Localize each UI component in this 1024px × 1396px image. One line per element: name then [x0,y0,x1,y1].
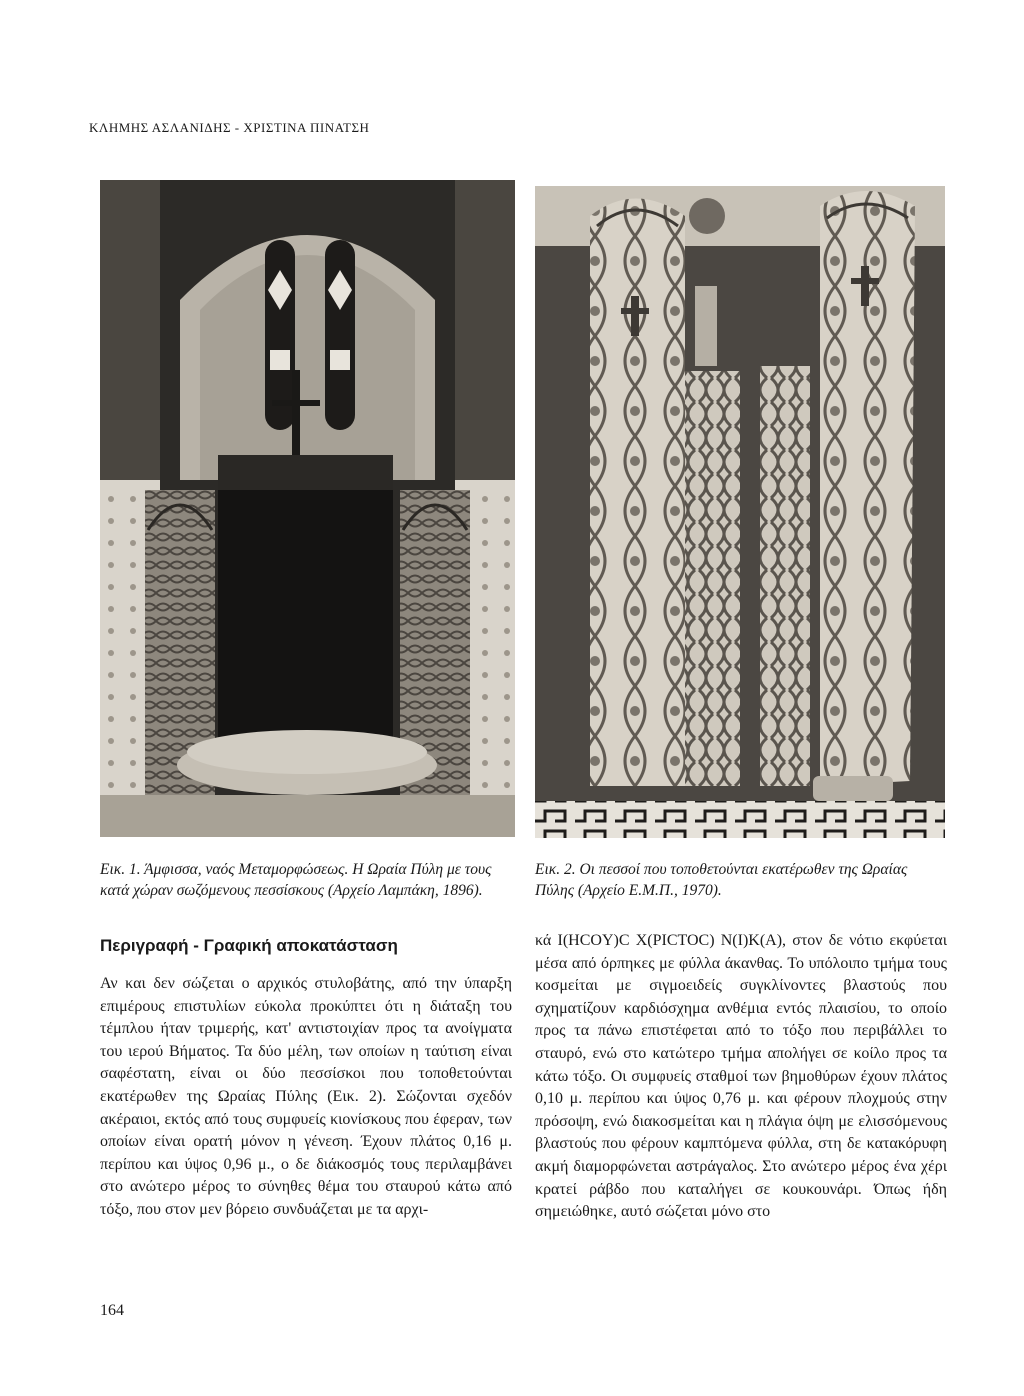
figure-2-photo [535,186,945,838]
figure-1-photo [100,180,515,837]
body-text-right-column: κά I(HCOY)C X(PICTOC) N(I)K(A), στον δε νότιο εκφύεται μέσα από όρπηκες με φύλλα άκανθας. Το υπόλοιπο τμήμα τους κοσμείται με σιγμοειδείς συγκλίνοντες βλαστούς που σχηματίζουν καρδιόσχημα ανθέμια εντός πλαισίου, το οποίο προς τα πάνω επιστέφεται από το τόξο που περιβάλλει το σταυρό, ενώ στο κατώτερο τμήμα απολήγει σε κοίλο προς τα κάτω τόξο. Οι συμφυείς σταθμοί των βημοθύρων έχουν πλάτος 0,10 μ. περίπου και ύψος 0,76 μ. και φέρουν πλοχμούς στην πρόσοψη, ενώ διακοσμείται και η πλάγια όψη με ελισσόμενους βλαστούς που φέρουν καμπτόμενα φύλλα, στη δε κατακόρυφη ακμή διαμορφώνεται αστράγαλος. Στο ανώτερο μέρος ένα χέρι κρατεί ράβδο που καταλήγει σε κουκουνάρι. Όπως ήδη σημειώθηκε, αυτό σώζεται μόνο στο [535,932,947,1221]
section-title: Περιγραφή - Γραφική αποκατάσταση [100,936,398,955]
figure-1-caption: Εικ. 1. Άμφισσα, ναός Μεταμορφώσεως. Η Ωραία Πύλη με τους κατά χώραν σωζόμενους πεσσίσκους (Αρχείο Λαμπάκη, 1896). [100,861,492,899]
piers-photo-image [535,186,945,838]
running-head: ΚΛΗΜΗΣ ΑΣΛΑΝΙΔΗΣ - ΧΡΙΣΤΙΝΑ ΠΙΝΑΤΣΗ [89,120,370,135]
templon-photo-image [100,180,515,837]
page-number: 164 [100,1302,124,1319]
body-text-left-column: Αν και δεν σώζεται ο αρχικός στυλοβάτης, από την ύπαρξη επιμέρους επιστυλίων εύκολα προκύπτει ότι η διάταξη του τέμπλου ήταν τριμερής, κατ' αντιστοιχίαν προς τα ανοίγματα του ιερού Βήματος. Τα δύο μέλη, των οποίων η ταύτιση είναι σαφέστατη, είναι οι δύο πεσσίσκοι που τοποθετούνται εκατέρωθεν της Ωραίας Πύλης (Εικ. 2). Σώζονται σχεδόν ακέραιοι, εκτός από τους συμφυείς κιονίσκους που έφεραν, των οποίων είναι ορατή μόνον η γένεση. Έχουν πλάτος 0,16 μ. περίπου και ύψος 0,96 μ., ο δε διάκοσμός τους περιλαμβάνει στο ανώτερο μέρος το σύνηθες θέμα του σταυρού κάτω από τόξο, που στον μεν βόρειο συνδυάζεται με τα αρχι- [100,975,512,1218]
figure-2-caption: Εικ. 2. Οι πεσσοί που τοποθετούνται εκατέρωθεν της Ωραίας Πύλης (Αρχείο Ε.Μ.Π., 1970). [535,861,908,899]
